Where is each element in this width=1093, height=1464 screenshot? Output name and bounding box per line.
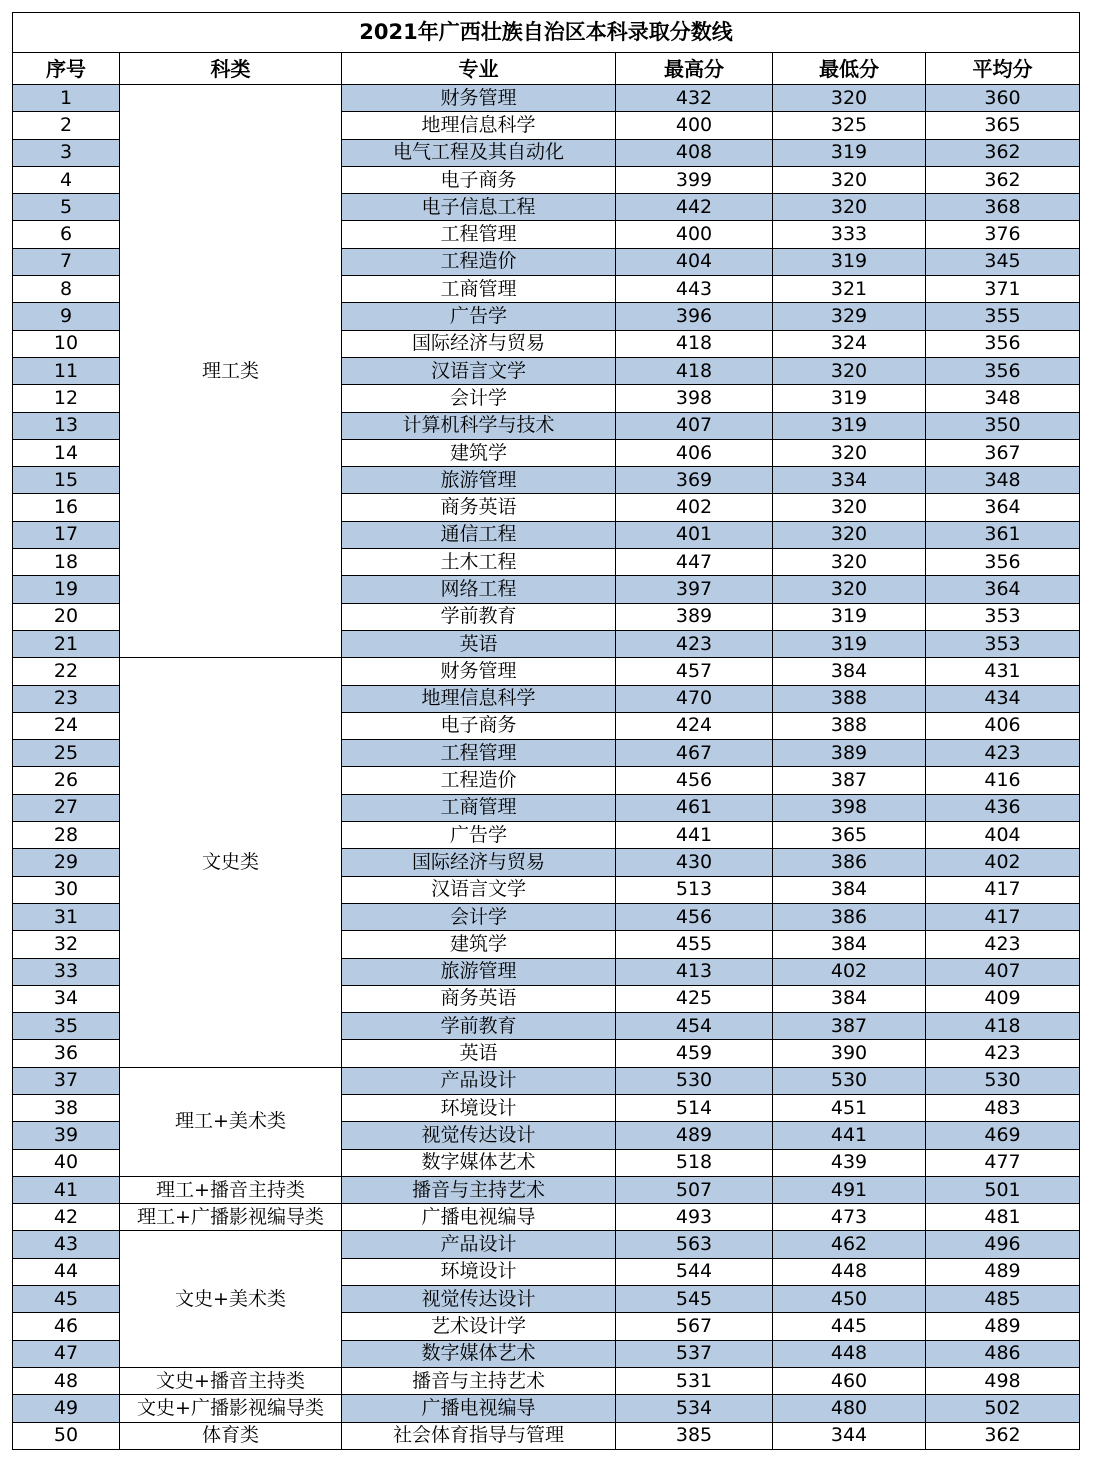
major-cell: 数字媒体艺术: [342, 1340, 616, 1367]
major-cell: 旅游管理: [342, 467, 616, 494]
avg-score-cell: 434: [926, 685, 1080, 712]
major-cell: 工程造价: [342, 248, 616, 275]
row-index: 42: [13, 1204, 120, 1231]
row-index: 9: [13, 303, 120, 330]
max-score-cell: 408: [616, 139, 773, 166]
max-score-cell: 531: [616, 1367, 773, 1394]
min-score-cell: 384: [773, 985, 926, 1012]
min-score-cell: 320: [773, 549, 926, 576]
min-score-cell: 388: [773, 712, 926, 739]
header-major: 专业: [342, 53, 616, 85]
row-index: 39: [13, 1122, 120, 1149]
row-index: 24: [13, 712, 120, 739]
major-cell: 电子信息工程: [342, 194, 616, 221]
row-index: 45: [13, 1286, 120, 1313]
row-index: 23: [13, 685, 120, 712]
max-score-cell: 430: [616, 849, 773, 876]
major-cell: 广播电视编导: [342, 1204, 616, 1231]
min-score-cell: 387: [773, 767, 926, 794]
table-row: [13, 658, 1080, 685]
row-index: 49: [13, 1395, 120, 1422]
avg-score-cell: 407: [926, 958, 1080, 985]
major-cell: 财务管理: [342, 658, 616, 685]
row-index: 43: [13, 1231, 120, 1258]
min-score-cell: 388: [773, 685, 926, 712]
category-cell: 理工+美术类: [120, 1067, 342, 1176]
major-cell: 商务英语: [342, 985, 616, 1012]
major-cell: 国际经济与贸易: [342, 330, 616, 357]
max-score-cell: 470: [616, 685, 773, 712]
category-cell: 理工类: [120, 85, 342, 658]
max-score-cell: 399: [616, 166, 773, 193]
table-row: [13, 85, 1080, 112]
max-score-cell: 402: [616, 494, 773, 521]
avg-score-cell: 371: [926, 276, 1080, 303]
max-score-cell: 459: [616, 1040, 773, 1067]
min-score-cell: 320: [773, 166, 926, 193]
category-cell: 理工+播音主持类: [120, 1176, 342, 1203]
min-score-cell: 320: [773, 85, 926, 112]
header-index: 序号: [13, 53, 120, 85]
avg-score-cell: 489: [926, 1313, 1080, 1340]
header-category: 科类: [120, 53, 342, 85]
table-row: [13, 1367, 1080, 1394]
major-cell: 工商管理: [342, 276, 616, 303]
row-index: 27: [13, 794, 120, 821]
major-cell: 播音与主持艺术: [342, 1367, 616, 1394]
avg-score-cell: 417: [926, 876, 1080, 903]
avg-score-cell: 417: [926, 903, 1080, 930]
avg-score-cell: 345: [926, 248, 1080, 275]
major-cell: 环境设计: [342, 1094, 616, 1121]
category-cell: 文史+播音主持类: [120, 1367, 342, 1394]
min-score-cell: 473: [773, 1204, 926, 1231]
row-index: 13: [13, 412, 120, 439]
avg-score-cell: 364: [926, 494, 1080, 521]
max-score-cell: 413: [616, 958, 773, 985]
category-cell: 文史+美术类: [120, 1231, 342, 1367]
major-cell: 产品设计: [342, 1067, 616, 1094]
row-index: 2: [13, 112, 120, 139]
row-index: 12: [13, 385, 120, 412]
avg-score-cell: 404: [926, 822, 1080, 849]
row-index: 33: [13, 958, 120, 985]
max-score-cell: 514: [616, 1094, 773, 1121]
row-index: 7: [13, 248, 120, 275]
avg-score-cell: 486: [926, 1340, 1080, 1367]
avg-score-cell: 353: [926, 630, 1080, 657]
major-cell: 社会体育指导与管理: [342, 1422, 616, 1449]
row-index: 35: [13, 1013, 120, 1040]
min-score-cell: 319: [773, 139, 926, 166]
row-index: 6: [13, 221, 120, 248]
avg-score-cell: 362: [926, 139, 1080, 166]
avg-score-cell: 502: [926, 1395, 1080, 1422]
major-cell: 播音与主持艺术: [342, 1176, 616, 1203]
min-score-cell: 320: [773, 521, 926, 548]
row-index: 28: [13, 822, 120, 849]
avg-score-cell: 431: [926, 658, 1080, 685]
max-score-cell: 423: [616, 630, 773, 657]
max-score-cell: 401: [616, 521, 773, 548]
category-cell: 文史类: [120, 658, 342, 1067]
max-score-cell: 518: [616, 1149, 773, 1176]
row-index: 34: [13, 985, 120, 1012]
major-cell: 国际经济与贸易: [342, 849, 616, 876]
major-cell: 工商管理: [342, 794, 616, 821]
max-score-cell: 447: [616, 549, 773, 576]
major-cell: 艺术设计学: [342, 1313, 616, 1340]
max-score-cell: 396: [616, 303, 773, 330]
min-score-cell: 344: [773, 1422, 926, 1449]
min-score-cell: 389: [773, 740, 926, 767]
min-score-cell: 320: [773, 194, 926, 221]
row-index: 3: [13, 139, 120, 166]
min-score-cell: 319: [773, 248, 926, 275]
avg-score-cell: 489: [926, 1258, 1080, 1285]
min-score-cell: 333: [773, 221, 926, 248]
max-score-cell: 544: [616, 1258, 773, 1285]
header-row: [13, 53, 1080, 85]
avg-score-cell: 362: [926, 1422, 1080, 1449]
major-cell: 地理信息科学: [342, 685, 616, 712]
avg-score-cell: 348: [926, 385, 1080, 412]
row-index: 11: [13, 357, 120, 384]
max-score-cell: 545: [616, 1286, 773, 1313]
max-score-cell: 397: [616, 576, 773, 603]
avg-score-cell: 469: [926, 1122, 1080, 1149]
max-score-cell: 563: [616, 1231, 773, 1258]
max-score-cell: 457: [616, 658, 773, 685]
avg-score-cell: 423: [926, 931, 1080, 958]
min-score-cell: 329: [773, 303, 926, 330]
max-score-cell: 400: [616, 221, 773, 248]
min-score-cell: 390: [773, 1040, 926, 1067]
max-score-cell: 442: [616, 194, 773, 221]
min-score-cell: 450: [773, 1286, 926, 1313]
min-score-cell: 386: [773, 849, 926, 876]
table-row: [13, 1422, 1080, 1449]
avg-score-cell: 364: [926, 576, 1080, 603]
category-cell: 文史+广播影视编导类: [120, 1395, 342, 1422]
major-cell: 工程造价: [342, 767, 616, 794]
max-score-cell: 530: [616, 1067, 773, 1094]
avg-score-cell: 348: [926, 467, 1080, 494]
avg-score-cell: 418: [926, 1013, 1080, 1040]
min-score-cell: 491: [773, 1176, 926, 1203]
row-index: 26: [13, 767, 120, 794]
major-cell: 环境设计: [342, 1258, 616, 1285]
category-cell: 体育类: [120, 1422, 342, 1449]
min-score-cell: 441: [773, 1122, 926, 1149]
min-score-cell: 448: [773, 1340, 926, 1367]
row-index: 5: [13, 194, 120, 221]
major-cell: 财务管理: [342, 85, 616, 112]
avg-score-cell: 483: [926, 1094, 1080, 1121]
major-cell: 工程管理: [342, 221, 616, 248]
table-row: [13, 1067, 1080, 1094]
row-index: 21: [13, 630, 120, 657]
max-score-cell: 400: [616, 112, 773, 139]
row-index: 46: [13, 1313, 120, 1340]
header-max-score: 最高分: [616, 53, 773, 85]
max-score-cell: 424: [616, 712, 773, 739]
avg-score-cell: 365: [926, 112, 1080, 139]
avg-score-cell: 402: [926, 849, 1080, 876]
avg-score-cell: 355: [926, 303, 1080, 330]
row-index: 14: [13, 439, 120, 466]
max-score-cell: 456: [616, 767, 773, 794]
min-score-cell: 445: [773, 1313, 926, 1340]
min-score-cell: 384: [773, 658, 926, 685]
min-score-cell: 321: [773, 276, 926, 303]
min-score-cell: 480: [773, 1395, 926, 1422]
major-cell: 汉语言文学: [342, 876, 616, 903]
major-cell: 工程管理: [342, 740, 616, 767]
avg-score-cell: 498: [926, 1367, 1080, 1394]
max-score-cell: 404: [616, 248, 773, 275]
row-index: 41: [13, 1176, 120, 1203]
row-index: 29: [13, 849, 120, 876]
table-row: [13, 1204, 1080, 1231]
row-index: 19: [13, 576, 120, 603]
row-index: 10: [13, 330, 120, 357]
avg-score-cell: 409: [926, 985, 1080, 1012]
min-score-cell: 319: [773, 630, 926, 657]
row-index: 16: [13, 494, 120, 521]
max-score-cell: 493: [616, 1204, 773, 1231]
major-cell: 产品设计: [342, 1231, 616, 1258]
max-score-cell: 489: [616, 1122, 773, 1149]
min-score-cell: 386: [773, 903, 926, 930]
major-cell: 汉语言文学: [342, 357, 616, 384]
avg-score-cell: 360: [926, 85, 1080, 112]
major-cell: 电子商务: [342, 712, 616, 739]
max-score-cell: 467: [616, 740, 773, 767]
major-cell: 广告学: [342, 822, 616, 849]
avg-score-cell: 350: [926, 412, 1080, 439]
max-score-cell: 513: [616, 876, 773, 903]
avg-score-cell: 361: [926, 521, 1080, 548]
max-score-cell: 406: [616, 439, 773, 466]
min-score-cell: 319: [773, 412, 926, 439]
avg-score-cell: 496: [926, 1231, 1080, 1258]
max-score-cell: 461: [616, 794, 773, 821]
major-cell: 网络工程: [342, 576, 616, 603]
max-score-cell: 432: [616, 85, 773, 112]
major-cell: 学前教育: [342, 603, 616, 630]
avg-score-cell: 485: [926, 1286, 1080, 1313]
major-cell: 建筑学: [342, 439, 616, 466]
avg-score-cell: 530: [926, 1067, 1080, 1094]
avg-score-cell: 362: [926, 166, 1080, 193]
major-cell: 英语: [342, 1040, 616, 1067]
row-index: 48: [13, 1367, 120, 1394]
category-cell: 理工+广播影视编导类: [120, 1204, 342, 1231]
row-index: 44: [13, 1258, 120, 1285]
min-score-cell: 451: [773, 1094, 926, 1121]
avg-score-cell: 353: [926, 603, 1080, 630]
avg-score-cell: 477: [926, 1149, 1080, 1176]
min-score-cell: 398: [773, 794, 926, 821]
min-score-cell: 460: [773, 1367, 926, 1394]
max-score-cell: 425: [616, 985, 773, 1012]
min-score-cell: 462: [773, 1231, 926, 1258]
min-score-cell: 319: [773, 603, 926, 630]
major-cell: 会计学: [342, 385, 616, 412]
major-cell: 电子商务: [342, 166, 616, 193]
table-row: [13, 1395, 1080, 1422]
major-cell: 学前教育: [342, 1013, 616, 1040]
min-score-cell: 325: [773, 112, 926, 139]
avg-score-cell: 481: [926, 1204, 1080, 1231]
row-index: 25: [13, 740, 120, 767]
row-index: 8: [13, 276, 120, 303]
max-score-cell: 534: [616, 1395, 773, 1422]
major-cell: 视觉传达设计: [342, 1122, 616, 1149]
row-index: 15: [13, 467, 120, 494]
min-score-cell: 320: [773, 357, 926, 384]
major-cell: 商务英语: [342, 494, 616, 521]
max-score-cell: 456: [616, 903, 773, 930]
min-score-cell: 320: [773, 439, 926, 466]
major-cell: 建筑学: [342, 931, 616, 958]
row-index: 18: [13, 549, 120, 576]
min-score-cell: 402: [773, 958, 926, 985]
avg-score-cell: 368: [926, 194, 1080, 221]
row-index: 20: [13, 603, 120, 630]
major-cell: 广播电视编导: [342, 1395, 616, 1422]
avg-score-cell: 423: [926, 1040, 1080, 1067]
avg-score-cell: 367: [926, 439, 1080, 466]
min-score-cell: 324: [773, 330, 926, 357]
avg-score-cell: 416: [926, 767, 1080, 794]
max-score-cell: 537: [616, 1340, 773, 1367]
min-score-cell: 387: [773, 1013, 926, 1040]
avg-score-cell: 356: [926, 549, 1080, 576]
row-index: 32: [13, 931, 120, 958]
major-cell: 地理信息科学: [342, 112, 616, 139]
min-score-cell: 439: [773, 1149, 926, 1176]
header-avg-score: 平均分: [926, 53, 1080, 85]
max-score-cell: 369: [616, 467, 773, 494]
major-cell: 视觉传达设计: [342, 1286, 616, 1313]
max-score-cell: 407: [616, 412, 773, 439]
major-cell: 广告学: [342, 303, 616, 330]
min-score-cell: 334: [773, 467, 926, 494]
major-cell: 计算机科学与技术: [342, 412, 616, 439]
min-score-cell: 530: [773, 1067, 926, 1094]
max-score-cell: 418: [616, 330, 773, 357]
min-score-cell: 319: [773, 385, 926, 412]
min-score-cell: 365: [773, 822, 926, 849]
table-row: [13, 1176, 1080, 1203]
major-cell: 土木工程: [342, 549, 616, 576]
admission-score-table: [12, 12, 1080, 1450]
max-score-cell: 418: [616, 357, 773, 384]
row-index: 38: [13, 1094, 120, 1121]
max-score-cell: 398: [616, 385, 773, 412]
table-title: 2021年广西壮族自治区本科录取分数线: [13, 13, 1080, 53]
row-index: 50: [13, 1422, 120, 1449]
row-index: 40: [13, 1149, 120, 1176]
max-score-cell: 441: [616, 822, 773, 849]
table-body: [13, 85, 1080, 1450]
major-cell: 通信工程: [342, 521, 616, 548]
avg-score-cell: 501: [926, 1176, 1080, 1203]
max-score-cell: 567: [616, 1313, 773, 1340]
min-score-cell: 384: [773, 931, 926, 958]
avg-score-cell: 356: [926, 330, 1080, 357]
min-score-cell: 320: [773, 494, 926, 521]
avg-score-cell: 356: [926, 357, 1080, 384]
min-score-cell: 384: [773, 876, 926, 903]
major-cell: 会计学: [342, 903, 616, 930]
max-score-cell: 443: [616, 276, 773, 303]
major-cell: 电气工程及其自动化: [342, 139, 616, 166]
row-index: 47: [13, 1340, 120, 1367]
avg-score-cell: 436: [926, 794, 1080, 821]
row-index: 22: [13, 658, 120, 685]
max-score-cell: 507: [616, 1176, 773, 1203]
table-row: [13, 1231, 1080, 1258]
max-score-cell: 385: [616, 1422, 773, 1449]
major-cell: 英语: [342, 630, 616, 657]
header-min-score: 最低分: [773, 53, 926, 85]
max-score-cell: 455: [616, 931, 773, 958]
min-score-cell: 448: [773, 1258, 926, 1285]
major-cell: 数字媒体艺术: [342, 1149, 616, 1176]
max-score-cell: 389: [616, 603, 773, 630]
row-index: 36: [13, 1040, 120, 1067]
max-score-cell: 454: [616, 1013, 773, 1040]
row-index: 1: [13, 85, 120, 112]
major-cell: 旅游管理: [342, 958, 616, 985]
row-index: 30: [13, 876, 120, 903]
avg-score-cell: 406: [926, 712, 1080, 739]
row-index: 31: [13, 903, 120, 930]
row-index: 17: [13, 521, 120, 548]
row-index: 4: [13, 166, 120, 193]
avg-score-cell: 423: [926, 740, 1080, 767]
avg-score-cell: 376: [926, 221, 1080, 248]
row-index: 37: [13, 1067, 120, 1094]
min-score-cell: 320: [773, 576, 926, 603]
